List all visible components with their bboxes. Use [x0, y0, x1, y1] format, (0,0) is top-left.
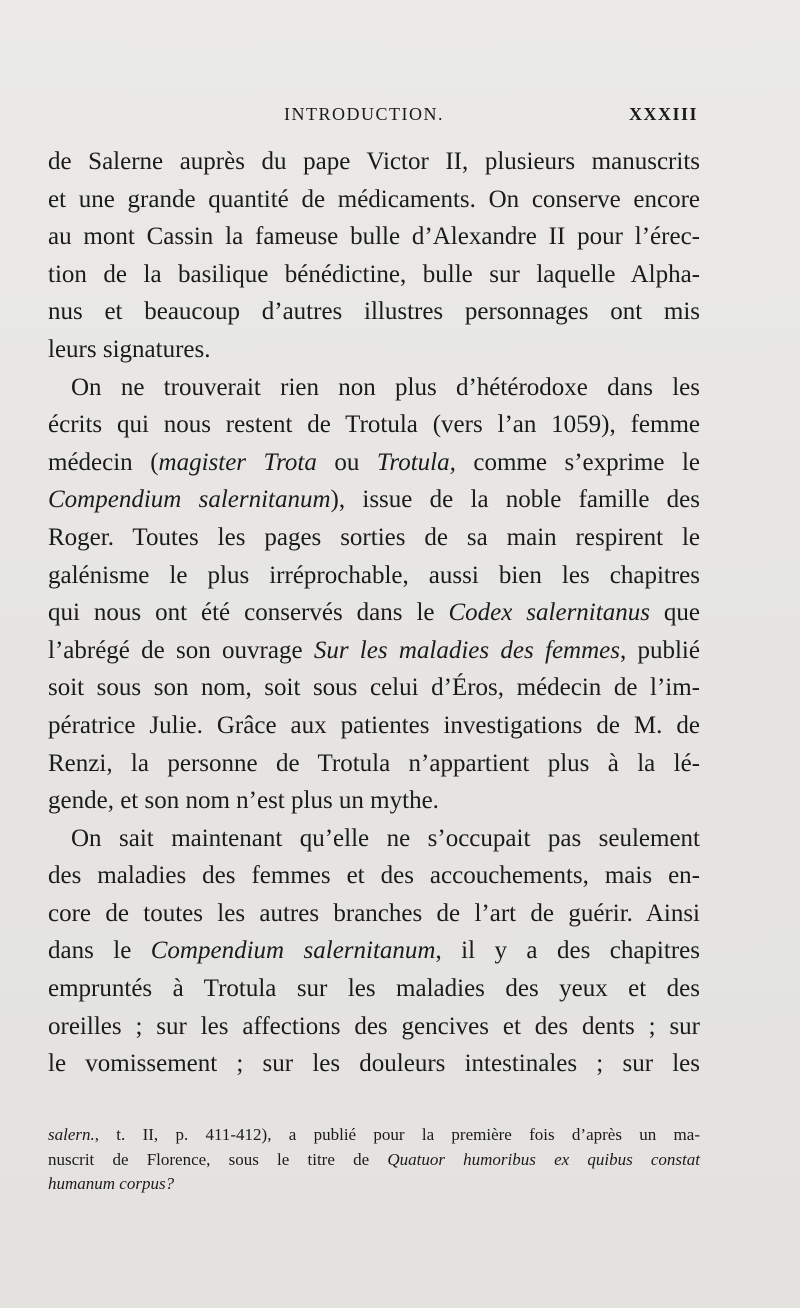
- text-run: dans le: [48, 937, 151, 965]
- text-line: [48, 293, 700, 331]
- italic-text-run: salern.: [48, 1125, 95, 1144]
- text-run: pératrice Julie. Grâce aux patientes investigations de M. de: [48, 711, 700, 739]
- italic-text-run: magister Trota: [158, 448, 317, 476]
- paragraph: [48, 143, 700, 369]
- text-run: , publié: [619, 636, 700, 664]
- text-line: [48, 632, 700, 670]
- text-run: , t. II, p. 411-412), a publié pour la première fois d’après un ma-: [94, 1125, 700, 1144]
- text-run: On sait maintenant qu’elle ne s’occupait pas seulement: [71, 824, 700, 852]
- italic-text-run: Trotula,: [376, 448, 456, 476]
- text-run: soit sous son nom, soit sous celui d’Éros, médecin de l’im-: [48, 674, 700, 702]
- text-run: que: [649, 599, 700, 627]
- text-line: [48, 331, 700, 369]
- paragraph: [48, 369, 700, 820]
- italic-text-run: Compendium salernitanum: [150, 937, 436, 965]
- text-run: de Salerne auprès du pape Victor II, plusieurs manuscrits: [48, 148, 700, 175]
- footnote-line: [48, 1148, 700, 1173]
- text-run: oreilles ; sur les affections des gencives et des dents ; sur: [48, 1012, 700, 1040]
- text-line: [48, 181, 700, 219]
- text-run: tion de la basilique bénédictine, bulle sur laquelle Alpha-: [48, 260, 700, 288]
- page-number: XXXIII: [628, 104, 698, 124]
- text-line: [48, 970, 700, 1008]
- text-line: [48, 594, 700, 632]
- text-run: On ne trouverait rien non plus d’hétérodoxe dans les: [71, 373, 700, 401]
- text-line: [48, 519, 700, 557]
- text-line: [48, 707, 700, 745]
- text-run: leurs signatures.: [48, 335, 211, 363]
- text-run: empruntés à Trotula sur les maladies des yeux et des: [48, 975, 700, 1003]
- text-line: [48, 406, 700, 444]
- italic-text-run: Quatuor humoribus ex quibus constat: [387, 1149, 700, 1169]
- text-run: nus et beaucoup d’autres illustres personnages ont mis: [48, 298, 700, 326]
- text-run: core de toutes les autres branches de l’art de guérir. Ainsi: [48, 899, 700, 927]
- text-run: ou: [316, 448, 377, 476]
- footnote: [48, 1123, 700, 1197]
- text-line: [48, 857, 700, 895]
- text-run: , il y a des chapitres: [435, 937, 700, 965]
- text-line: [48, 143, 700, 181]
- text-line: [48, 895, 700, 933]
- italic-text-run: Sur les maladies des femmes: [313, 636, 620, 664]
- italic-text-run: Compendium salernitanum: [48, 486, 331, 514]
- text-run: le vomissement ; sur les douleurs intestinales ; sur les: [48, 1050, 700, 1078]
- text-line: [48, 782, 700, 820]
- text-line: [48, 369, 700, 407]
- footnote-line: [48, 1172, 700, 1197]
- italic-text-run: humanum corpus?: [48, 1174, 175, 1193]
- text-line: [48, 444, 700, 482]
- text-line: [48, 745, 700, 783]
- footnote-line: [48, 1123, 700, 1148]
- italic-text-run: Codex salernitanus: [448, 599, 650, 627]
- page-header: [48, 104, 698, 134]
- text-run: gende, et son nom n’est plus un mythe.: [48, 787, 439, 815]
- text-run: des maladies des femmes et des accouchements, mais en-: [48, 862, 700, 890]
- text-run: Roger. Toutes les pages sorties de sa main respirent le: [48, 523, 700, 551]
- text-line: [48, 1045, 700, 1083]
- text-run: au mont Cassin la fameuse bulle d’Alexandre II pour l’érec-: [48, 223, 700, 251]
- text-run: qui nous ont été conservés dans le: [48, 599, 449, 627]
- text-run: Renzi, la personne de Trotula n’appartient plus à la lé-: [48, 749, 700, 777]
- text-line: [48, 481, 700, 519]
- text-run: ), issue de la noble famille des: [330, 486, 700, 514]
- text-run: et une grande quantité de médicaments. On conserve encore: [48, 185, 700, 213]
- text-line: [48, 1008, 700, 1046]
- text-run: l’abrégé de son ouvrage: [48, 636, 314, 664]
- text-line: [48, 669, 700, 707]
- text-run: nuscrit de Florence, sous le titre de: [48, 1149, 388, 1169]
- text-line: [48, 256, 700, 294]
- main-text: [48, 143, 700, 1083]
- text-line: [48, 932, 700, 970]
- text-run: comme s’exprime le: [455, 448, 700, 476]
- text-run: galénisme le plus irréprochable, aussi bien les chapitres: [48, 561, 700, 589]
- paragraph: [48, 820, 700, 1083]
- text-line: [48, 820, 700, 858]
- text-run: médecin (: [48, 448, 159, 476]
- text-line: [48, 218, 700, 256]
- text-line: [48, 557, 700, 595]
- running-title: INTRODUCTION.: [284, 104, 444, 124]
- text-run: écrits qui nous restent de Trotula (vers l’an 1059), femme: [48, 411, 700, 439]
